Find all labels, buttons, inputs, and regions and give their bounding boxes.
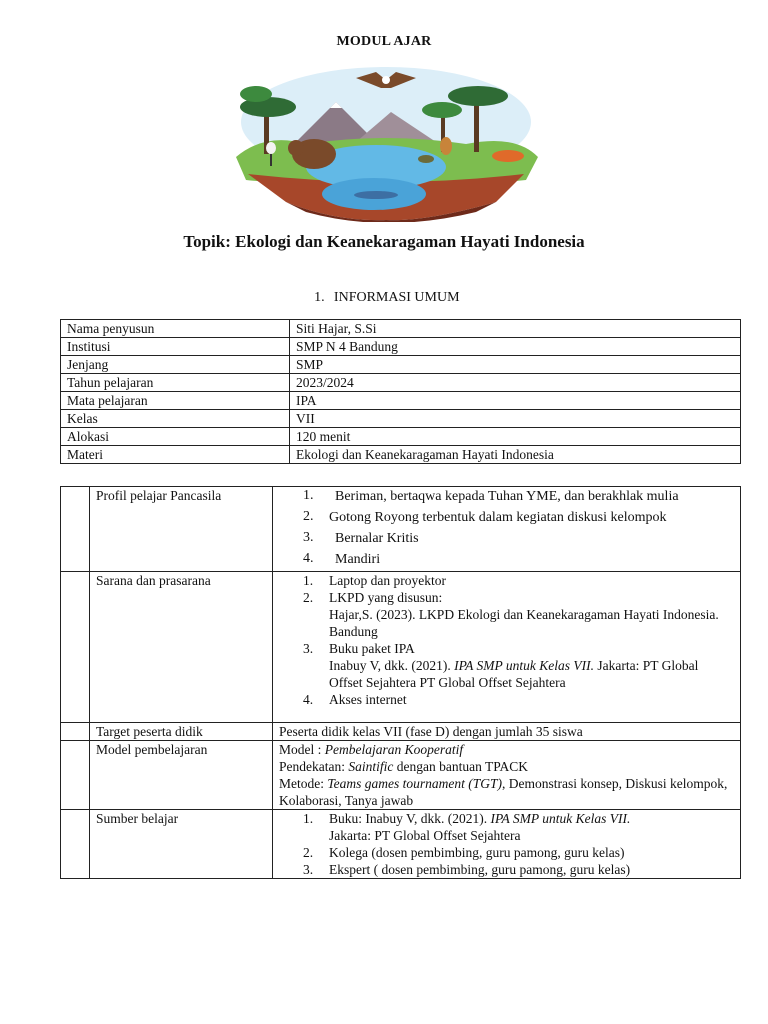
general-info-table [60,319,741,464]
table-row [61,741,741,810]
info-label: Alokasi [61,428,290,446]
list-item: 3. Bernalar Kritis [303,530,419,546]
list-item: 3. Buku paket IPA Inabuy V, dkk. (2021). IPA SMP untuk Kelas VII. Jakarta: PT Global Offset Sejahtera PT Global Offset Sejahtera [303,641,699,690]
info-value: SMP [290,356,741,374]
info-label: Nama penyusun [61,320,290,338]
row-label: Target peserta didik [90,723,273,741]
row-label: Model pembelajaran [90,741,273,810]
row-value [273,487,741,572]
document-title: MODUL AJAR [336,34,432,49]
info-label: Kelas [61,410,290,428]
profile-list [279,487,734,568]
list-item: 1. Laptop dan proyektor [303,573,446,588]
row-label: Sarana dan prasarana [90,572,273,723]
ecology-illustration [226,62,546,222]
table-row [61,320,741,338]
info-value: 120 menit [290,428,741,446]
learning-details-table [60,486,741,879]
section-number: 1. [314,290,325,305]
row-value: Model : Pembelajaran Kooperatif Pendekatan: Saintific dengan bantuan TPACK Metode: Teams games tournament (TGT), Demonstrasi konsep, Diskusi kelompok, Kolaborasi, Tanya jawab [273,741,741,810]
info-value: 2023/2024 [290,374,741,392]
row-label: Profil pelajar Pancasila [90,487,273,572]
list-item: 4. Akses internet [303,692,407,707]
section-title: INFORMASI UMUM [333,290,460,305]
table-row [61,356,741,374]
info-value: Siti Hajar, S.Si [290,320,741,338]
info-value: SMP N 4 Bandung [290,338,741,356]
info-label: Materi [61,446,290,464]
table-row [61,572,741,723]
list-item: 2. Kolega (dosen pembimbing, guru pamong, guru kelas) [303,845,625,860]
row-value [273,810,741,879]
table-row [61,428,741,446]
sources-list [279,810,734,878]
facilities-list [279,572,734,708]
info-label: Institusi [61,338,290,356]
row-value [273,572,741,723]
info-value: IPA [290,392,741,410]
table-row [61,487,741,572]
info-label: Jenjang [61,356,290,374]
info-value: VII [290,410,741,428]
list-item: 2. Gotong Royong terbentuk dalam kegiatan diskusi kelompok [303,509,667,525]
table-row [61,374,741,392]
list-item: 1. Beriman, bertaqwa kepada Tuhan YME, dan berakhlak mulia [303,488,679,504]
list-item: 3. Ekspert ( dosen pembimbing, guru pamong, guru kelas) [303,862,631,877]
table-row [61,723,741,741]
section-heading [0,290,768,306]
list-item: 4. Mandiri [303,551,381,567]
info-label: Mata pelajaran [61,392,290,410]
list-item: 1. Buku: Inabuy V, dkk. (2021). IPA SMP untuk Kelas VII. Jakarta: PT Global Offset Sejahtera [303,811,631,843]
table-row [61,392,741,410]
table-row [61,446,741,464]
row-label: Sumber belajar [90,810,273,879]
row-value: Peserta didik kelas VII (fase D) dengan jumlah 35 siswa [273,723,741,741]
list-item: 2. LKPD yang disusun: Hajar,S. (2023). LKPD Ekologi dan Keanekaragaman Hayati Indonesia. Bandung [303,590,719,639]
table-row [61,410,741,428]
info-value: Ekologi dan Keanekaragaman Hayati Indonesia [290,446,741,464]
info-label: Tahun pelajaran [61,374,290,392]
table-row [61,810,741,879]
topic-heading: Topik: Ekologi dan Keanekaragaman Hayati Indonesia [183,232,585,251]
table-row [61,338,741,356]
